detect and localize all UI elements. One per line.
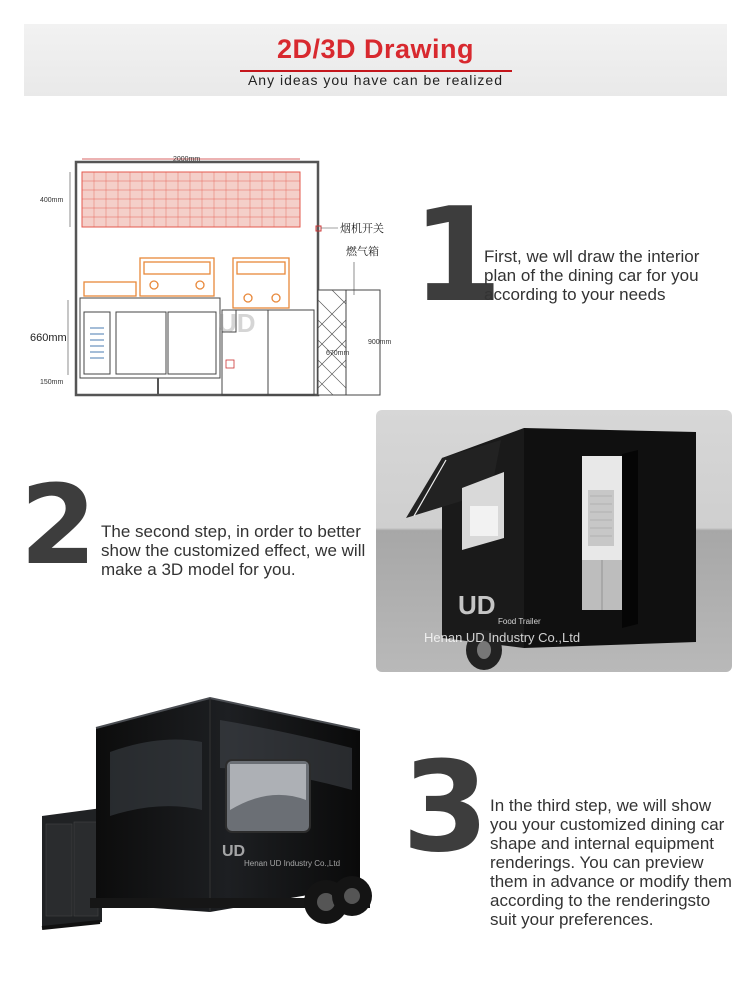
render-watermark-company: Henan UD Industry Co.,Ltd xyxy=(424,630,581,645)
page-title: 2D/3D Drawing xyxy=(276,34,475,64)
photo-watermark-logo: UD xyxy=(222,843,246,860)
dim-900-label: 900mm xyxy=(368,339,392,346)
trailer-photo xyxy=(30,690,390,950)
hood-switch-label: 烟机开关 xyxy=(340,222,384,235)
step-2-number: 2 xyxy=(20,461,97,589)
dim-660-label: 660mm xyxy=(30,332,67,344)
page-subtitle: Any ideas you have can be realized xyxy=(247,72,504,88)
dim-top-label: 2000mm xyxy=(173,156,201,163)
drawing-watermark-logo: UD xyxy=(218,308,256,338)
gas-box-label: 燃气箱 xyxy=(346,245,379,258)
step-1-text: First, we wll draw the interior plan of the dining car for you according to your needs xyxy=(484,247,700,304)
3d-model-render xyxy=(376,410,732,672)
step-3-number: 3 xyxy=(402,735,489,880)
dim-400-label: 400mm xyxy=(40,197,64,204)
step-1-number: 1 xyxy=(412,179,503,331)
floor-plan-drawing xyxy=(30,150,408,400)
step-3-text: In the third step, we will show you your customized dining car shape and internal equipment renderings. You can preview them in advance or modify them according to the renderingsto suit your preferences. xyxy=(490,796,732,929)
render-watermark-logo: UD xyxy=(458,590,496,620)
dim-150-label: 150mm xyxy=(40,379,64,386)
header-banner xyxy=(24,24,727,96)
photo-watermark-company: Henan UD Industry Co.,Ltd xyxy=(244,859,341,868)
step-2-text: The second step, in order to better show the customized effect, we will make a 3D model for you. xyxy=(101,522,366,579)
dim-670-label: 670mm xyxy=(326,350,350,357)
render-watermark-logo-sub: Food Trailer xyxy=(498,617,541,626)
